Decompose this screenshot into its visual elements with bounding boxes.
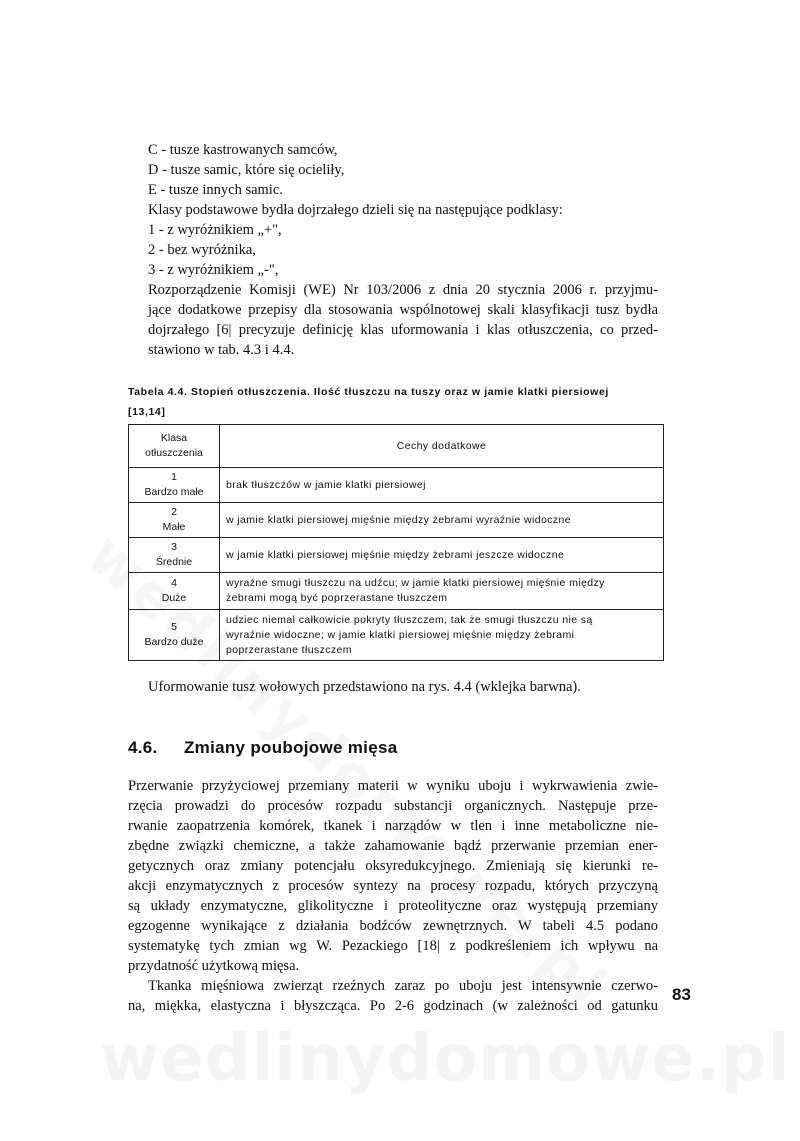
- footer-watermark: [100, 1022, 791, 1096]
- table-row: [129, 468, 664, 503]
- paragraph-line: getycznych oraz zmiany potencjału oksyredukcyjnego. Zmieniają się kierunki re-: [128, 858, 658, 874]
- header-class: Klasa otłuszczenia: [129, 425, 220, 468]
- class-e-line: E - tusze innych samic.: [148, 182, 283, 198]
- paragraph-line: przydatność użytkową mięsa.: [128, 958, 300, 974]
- section-title: Zmiany poubojowe mięsa: [184, 738, 398, 757]
- table-row: [129, 538, 664, 573]
- paragraph-line: zbędne związki chemiczne, a także zahamowanie bądź przerwanie przemian ener-: [128, 838, 658, 854]
- after-table-line: Uformowanie tusz wołowych przedstawiono na rys. 4.4 (wklejka barwna).: [148, 679, 581, 695]
- subclass-3-line: 3 - z wyróżnikiem „-",: [148, 262, 279, 278]
- class-cell: 5 Bardzo duże: [129, 610, 220, 661]
- table-caption-line2: [13,14]: [128, 406, 166, 418]
- paragraph-line: na, miękka, elastyczna i błyszcząca. Po 2-6 godzinach (w zależności od gatunku: [128, 998, 658, 1014]
- regulation-paragraph: [148, 280, 658, 360]
- class-cell: 1 Bardzo małe: [129, 468, 220, 503]
- features-cell: w jamie klatki piersiowej mięśnie między żebrami jeszcze widoczne: [220, 538, 664, 573]
- regulation-line: jące dodatkowe przepisy dla stosowania wspólnotowej skali klasyfikacji tusz bydła: [148, 302, 658, 318]
- paragraph-line: rzęcia prowadzi do procesów rozpadu substancji organicznych. Następuje prze-: [128, 798, 658, 814]
- class-cell: 4 Duże: [129, 573, 220, 610]
- paragraph-line: akcji enzymatycznych z procesów syntezy na procesy rozpadu, których przyczyną: [128, 878, 658, 894]
- paragraph-line: Tkanka mięśniowa zwierząt rzeźnych zaraz po uboju jest intensywnie czerwo-: [148, 978, 658, 994]
- table-row: [129, 573, 664, 610]
- section-number: 4.6.: [128, 738, 158, 757]
- paragraph-2: [128, 976, 658, 1016]
- class-cell: 2 Małe: [129, 503, 220, 538]
- table-header-row: [129, 425, 664, 468]
- class-cell: 3 Średnie: [129, 538, 220, 573]
- features-cell: udziec niemal całkowicie pokryty tłuszczem, tak że smugi tłuszczu nie są wyraźnie widoczne; w jamie klatki piersiowej mięśnie między żebrami poprzerastane tłuszczem: [220, 610, 664, 661]
- table-caption-line1: Tabela 4.4. Stopień otłuszczenia. Ilość tłuszczu na tuszy oraz w jamie klatki piersiowej: [128, 386, 609, 398]
- features-cell: brak tłuszczów w jamie klatki piersiowej: [220, 468, 664, 503]
- subclass-2-line: 2 - bez wyróżnika,: [148, 242, 256, 258]
- regulation-line: dojrzałego [6| precyzuje definicję klas uformowania i klas otłuszczenia, co przed-: [148, 322, 658, 338]
- class-c-line: C - tusze kastrowanych samców,: [148, 142, 338, 158]
- header-features: Cechy dodatkowe: [220, 425, 664, 468]
- table-row: [129, 610, 664, 661]
- regulation-line: stawiono w tab. 4.3 i 4.4.: [148, 342, 295, 358]
- subclass-1-line: 1 - z wyróżnikiem „+",: [148, 222, 282, 238]
- table-row: [129, 503, 664, 538]
- fat-class-table: [128, 424, 664, 661]
- class-d-line: D - tusze samic, które się ocieliły,: [148, 162, 345, 178]
- paragraph-line: rwanie zaopatrzenia komórek, tkanek i narządów w tlen i inne metaboliczne nie-: [128, 818, 658, 834]
- page-number: 83: [672, 985, 691, 1004]
- regulation-line: Rozporządzenie Komisji (WE) Nr 103/2006 z dnia 20 stycznia 2006 r. przyjmu-: [148, 282, 658, 298]
- section-heading: [128, 738, 397, 758]
- features-cell: wyraźne smugi tłuszczu na udźcu; w jamie klatki piersiowej mięśnie między żebrami mogą być poprzerastane tłuszczem: [220, 573, 664, 610]
- paragraph-line: systematykę tych zmian wg W. Pezackiego [18| z podkreśleniem ich wpływu na: [128, 938, 658, 954]
- paragraph-line: Przerwanie przyżyciowej przemiany materii w wyniku uboju i wykrwawienia zwie-: [128, 778, 658, 794]
- features-cell: w jamie klatki piersiowej mięśnie między żebrami wyraźnie widoczne: [220, 503, 664, 538]
- paragraph-1: [128, 776, 658, 976]
- subclasses-intro: Klasy podstawowe bydła dojrzałego dzieli się na następujące podklasy:: [148, 202, 563, 218]
- paragraph-line: egzogenne wynikające z działania bodźców zewnętrznych. W tabeli 4.5 podano: [128, 918, 658, 934]
- paragraph-line: są układy enzymatyczne, glikolityczne i proteolityczne oraz występują przemiany: [128, 898, 658, 914]
